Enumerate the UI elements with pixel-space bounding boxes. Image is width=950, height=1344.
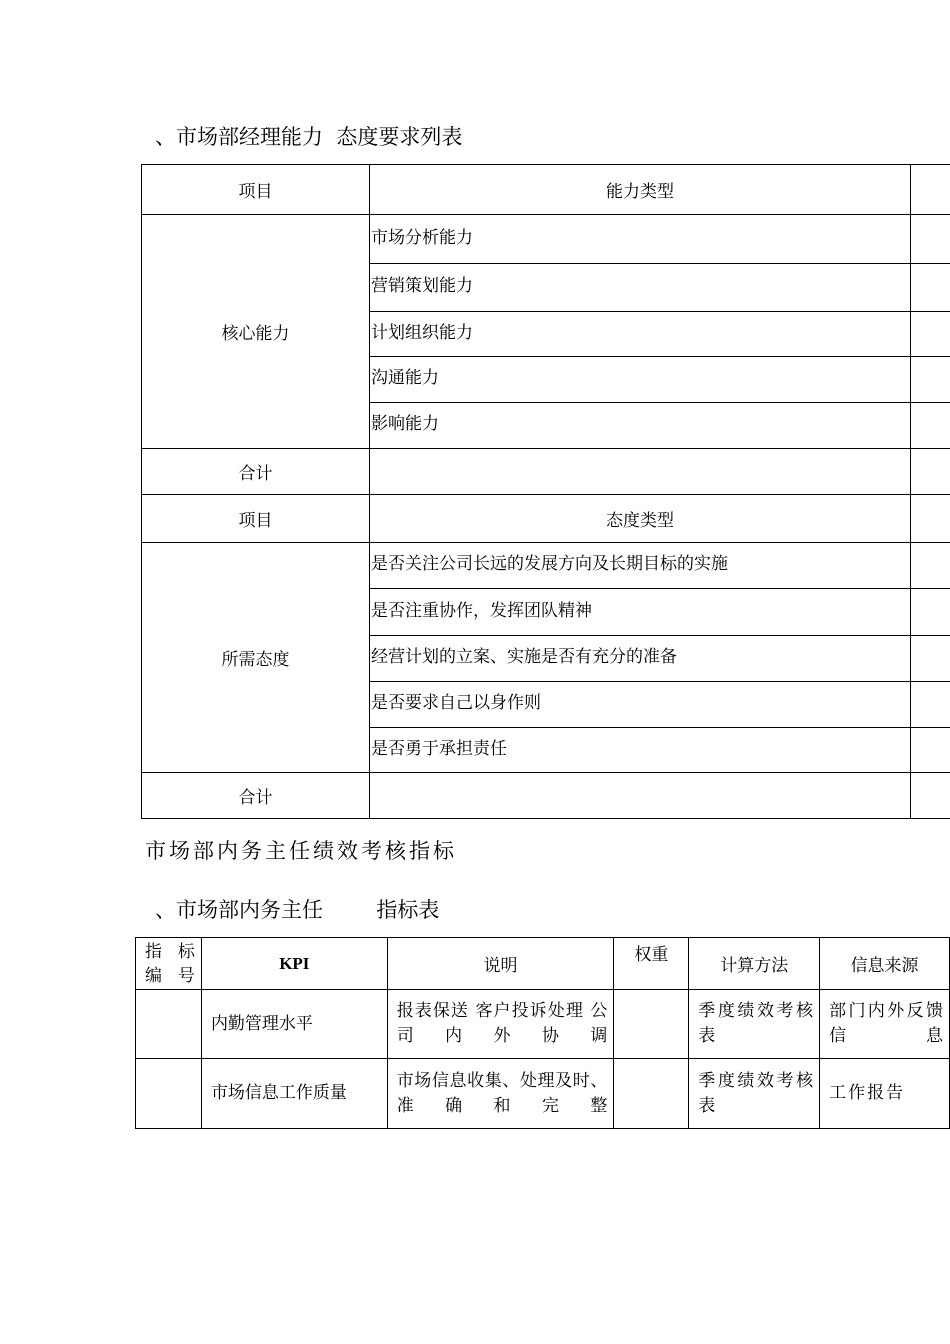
header-weight: 权重 [614, 938, 689, 990]
attitude-cell [370, 682, 911, 728]
ability-name: 营销策划能力 [371, 276, 473, 296]
table-cell [911, 495, 950, 543]
table-row [136, 990, 950, 1059]
kpi-cell: 市场信息工作质量 [201, 1059, 387, 1129]
ability-cell [370, 264, 911, 312]
description-cell: 报表保送 客户投诉处理 公司内外协调 [387, 990, 614, 1059]
ability-name: 影响能力 [371, 414, 439, 434]
attitude-cell [370, 728, 911, 773]
section-title-manager-ability: 、市场部经理能力 态度要求列表 [155, 125, 463, 149]
header-number-line1: 指 标 [145, 941, 195, 962]
manager-ability-attitude-table [141, 164, 950, 819]
header-number-line2: 编 号 [145, 965, 195, 986]
ability-cell [370, 312, 911, 357]
attitude-text: 是否勇于承担责任 [371, 738, 507, 759]
attitude-cell [370, 589, 911, 636]
table-cell [911, 543, 950, 589]
weight-cell [614, 990, 689, 1059]
header-ability-type: 能力类型 [370, 165, 911, 215]
table-cell [911, 449, 950, 495]
header-source: 信息来源 [820, 938, 950, 990]
table-cell [911, 357, 950, 403]
table-cell [911, 773, 950, 819]
kpi-cell: 内勤管理水平 [201, 990, 387, 1059]
ability-cell [370, 215, 911, 264]
source-cell: 工作报告 [820, 1059, 950, 1129]
table-row [142, 495, 950, 543]
table-row [142, 449, 950, 495]
table-cell [911, 403, 950, 449]
header-kpi: KPI [201, 938, 387, 990]
table-cell [370, 773, 911, 819]
ability-name: 市场分析能力 [371, 227, 473, 248]
table-row [142, 543, 950, 589]
attitude-text: 经营计划的立案、实施是否有充分的准备 [371, 647, 677, 667]
table-cell [911, 636, 950, 682]
source-cell: 部门内外反馈信息 [820, 990, 950, 1059]
ability-cell [370, 357, 911, 403]
table-row [136, 1059, 950, 1129]
ability-name: 沟通能力 [371, 368, 439, 388]
table-cell [911, 215, 950, 264]
header-item: 项目 [142, 495, 370, 543]
indicator-number-cell [136, 990, 202, 1059]
description-cell: 市场信息收集、处理及时、准确和完整 [387, 1059, 614, 1129]
table-cell [911, 264, 950, 312]
table-cell [911, 589, 950, 636]
table-cell [911, 165, 950, 215]
table-cell [911, 728, 950, 773]
method-cell: 季度绩效考核表 [689, 1059, 820, 1129]
total-label: 合计 [142, 449, 370, 495]
table-cell [911, 312, 950, 357]
table-row [142, 215, 950, 264]
section-title-kpi: 市场部内务主任绩效考核指标 [145, 839, 457, 863]
table-row [136, 938, 950, 990]
ability-name: 计划组织能力 [371, 322, 473, 343]
indicator-number-cell [136, 1059, 202, 1129]
header-attitude-type: 态度类型 [370, 495, 911, 543]
attitude-text: 是否关注公司长远的发展方向及长期目标的实施 [371, 554, 728, 574]
total-label: 合计 [142, 773, 370, 819]
attitude-text: 是否要求自己以身作则 [371, 693, 541, 713]
header-item: 项目 [142, 165, 370, 215]
weight-cell [614, 1059, 689, 1129]
header-indicator-number [136, 938, 202, 990]
table-cell [370, 449, 911, 495]
required-attitude-label: 所需态度 [142, 543, 370, 773]
method-cell: 季度绩效考核表 [689, 990, 820, 1059]
header-description: 说明 [387, 938, 614, 990]
kpi-indicator-table [135, 937, 950, 1129]
attitude-cell [370, 543, 911, 589]
ability-cell [370, 403, 911, 449]
section-title-indicator-table: 、市场部内务主任 指标表 [155, 898, 440, 922]
core-ability-label: 核心能力 [142, 215, 370, 449]
table-row [142, 165, 950, 215]
table-cell [911, 682, 950, 728]
table-row [142, 773, 950, 819]
header-method: 计算方法 [689, 938, 820, 990]
attitude-text: 是否注重协作，发挥团队精神 [371, 600, 592, 621]
attitude-cell [370, 636, 911, 682]
